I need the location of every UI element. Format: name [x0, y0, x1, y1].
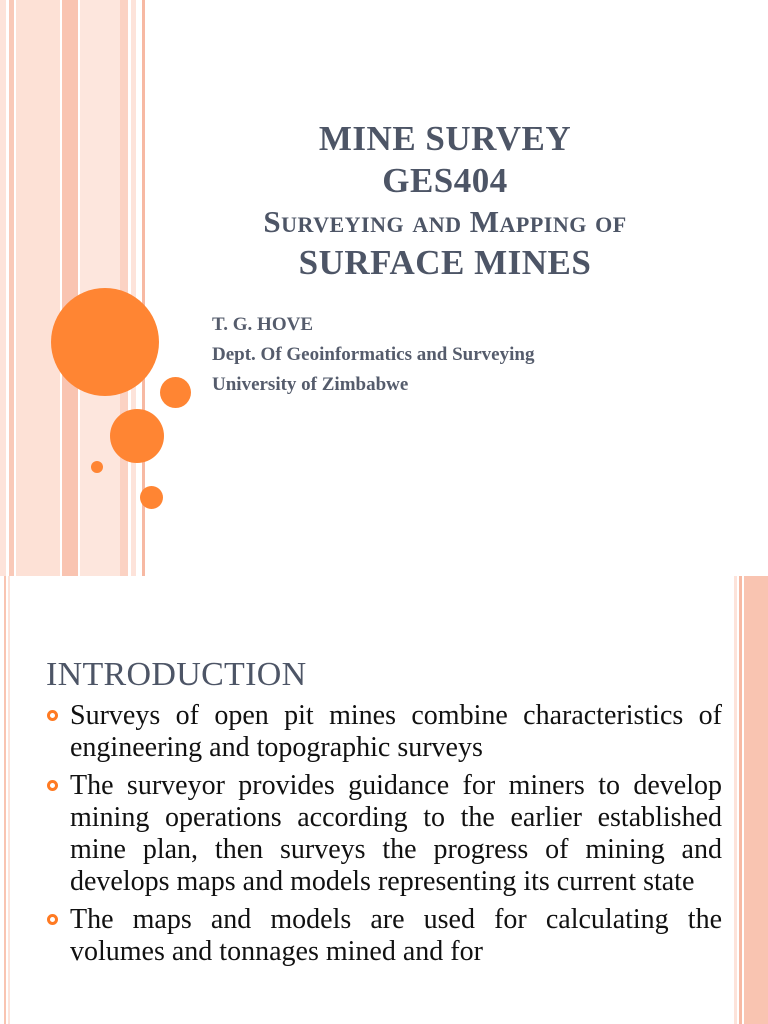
department: Dept. Of Geoinformatics and Surveying [212, 344, 535, 365]
decor-band [0, 0, 6, 576]
course-code: GES404 [382, 161, 508, 200]
list-item [46, 904, 722, 968]
decor-circle [160, 377, 191, 408]
bullet-text: Surveys of open pit mines combine characteristics of engineering and topographic surveys [70, 700, 722, 763]
decor-band [62, 0, 78, 576]
list-item [46, 770, 722, 898]
decor-band [16, 0, 60, 576]
decor-circle [51, 288, 159, 396]
slide-title [150, 118, 740, 284]
author-name: T. G. HOVE [212, 314, 313, 335]
decor-circle [91, 461, 103, 473]
bullet-text: The maps and models are used for calculating the volumes and tonnages mined and for [70, 904, 722, 967]
list-item [46, 700, 722, 764]
slide-heading: INTRODUCTION [46, 656, 307, 693]
decor-band [131, 0, 136, 576]
title-line: Surveying and Mapping of [263, 204, 627, 239]
bullet-icon [47, 914, 58, 925]
university: University of Zimbabwe [212, 374, 409, 395]
decor-band [739, 576, 742, 1024]
author-block [212, 310, 534, 400]
decor-band [744, 576, 768, 1024]
decor-circle [140, 486, 163, 509]
introduction-slide [0, 576, 768, 1024]
title-line: MINE SURVEY [318, 119, 572, 158]
decor-band [734, 576, 737, 1024]
decor-band [9, 0, 14, 576]
decor-band [4, 576, 6, 1024]
bullet-icon [47, 780, 58, 791]
title-line: SURFACE MINES [298, 243, 592, 282]
bullet-icon [47, 710, 58, 721]
decor-band [120, 0, 128, 576]
bullet-list [46, 700, 722, 974]
decor-circle [110, 409, 164, 463]
bullet-text: The surveyor provides guidance for miners to develop mining operations according to the earlier established mine plan, then surveys the progress of mining and develops maps and models representing its current state [70, 770, 722, 897]
decor-band [8, 576, 10, 1024]
